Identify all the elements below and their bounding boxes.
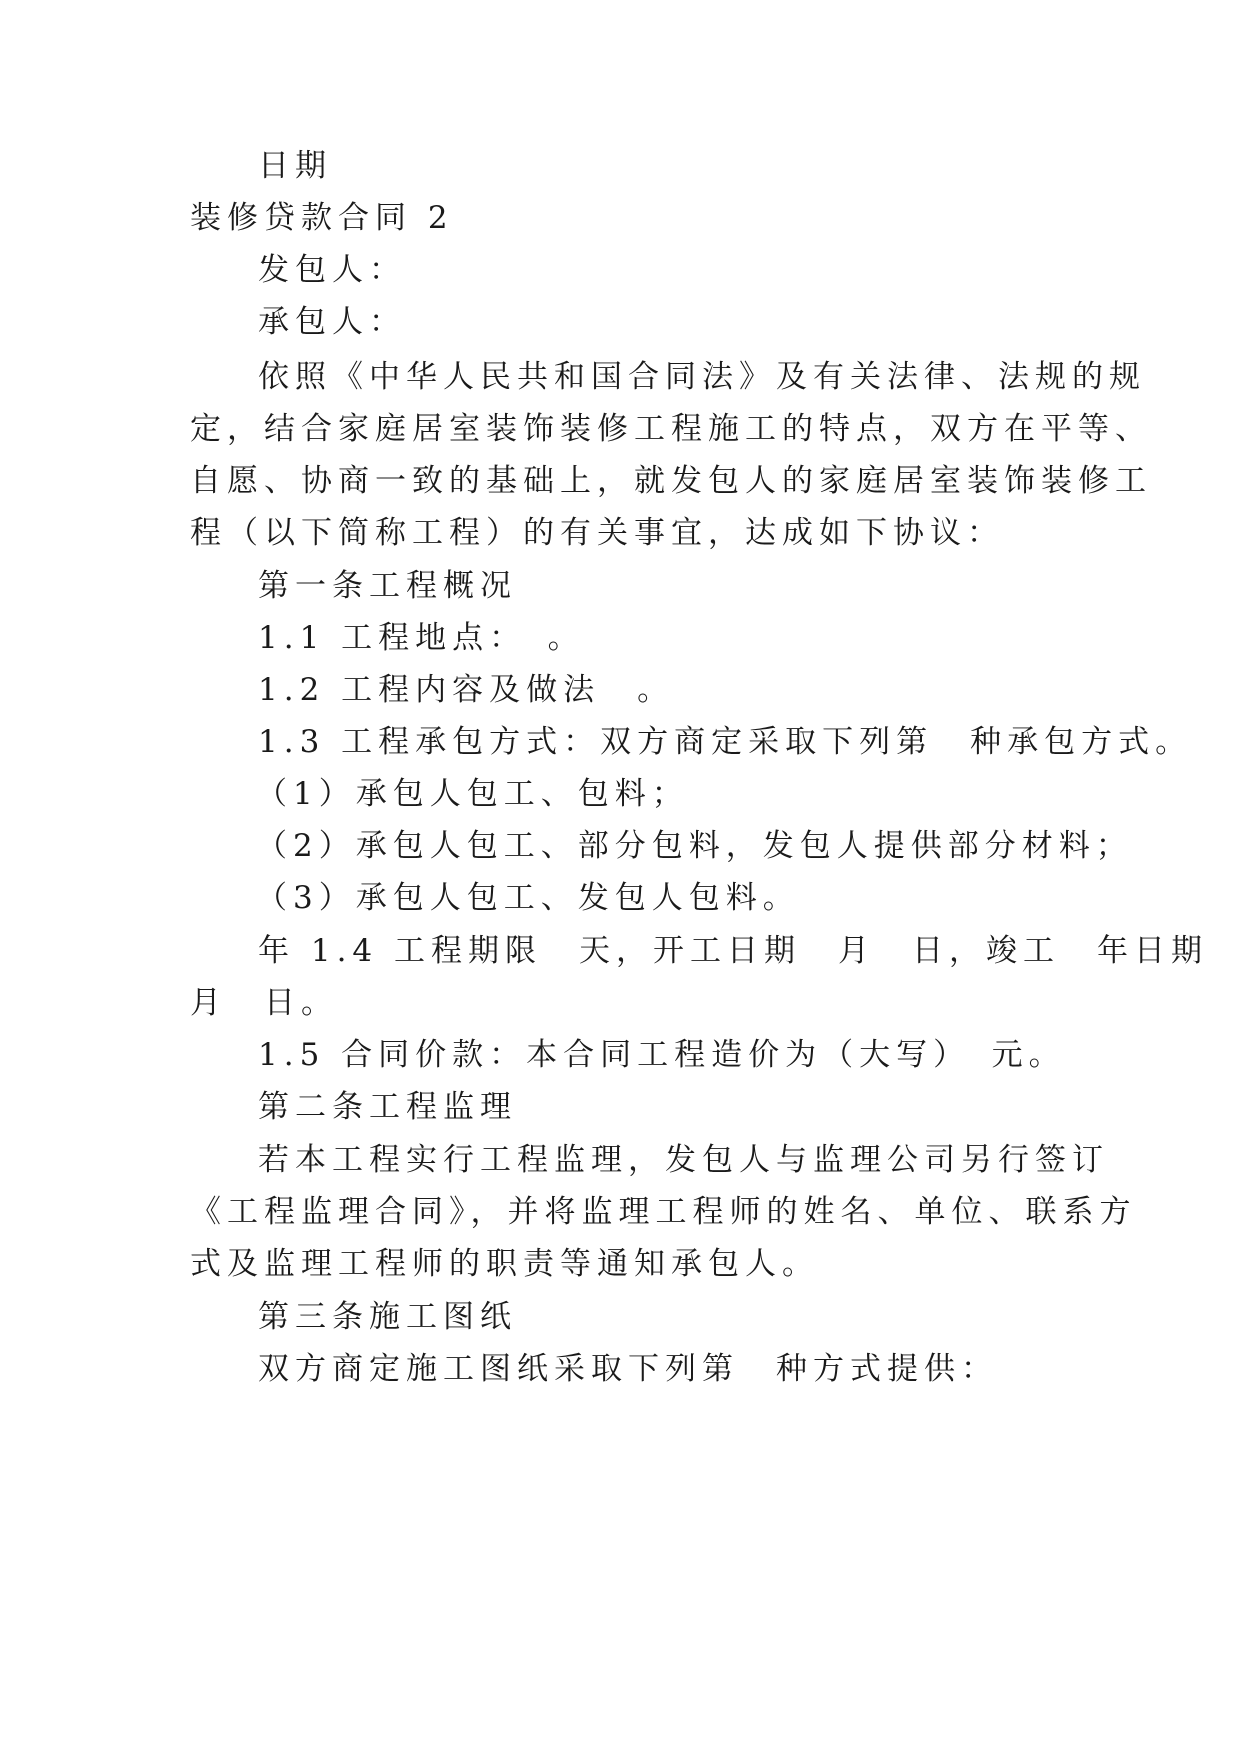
clause-1-5: 1.5 合同价款：本合同工程造价为（大写） 元。: [258, 1037, 1066, 1073]
article-2-heading: 第二条工程监理: [258, 1089, 517, 1125]
option-1: （1）承包人包工、包料；: [256, 776, 689, 812]
contract-title: 装修贷款合同 2: [190, 200, 454, 236]
article-3-line-1: 双方商定施工图纸采取下列第 种方式提供：: [258, 1351, 998, 1387]
article-2-line-3: 式及监理工程师的职责等通知承包人。: [190, 1246, 819, 1282]
contractor-field: 承包人：: [258, 304, 406, 340]
preamble-line-4: 程（以下简称工程）的有关事宜，达成如下协议：: [190, 515, 1004, 551]
option-2: （2）承包人包工、部分包料，发包人提供部分材料；: [256, 828, 1133, 864]
clause-1-2: 1.2 工程内容及做法 。: [258, 672, 675, 708]
preamble-line-1: 依照《中华人民共和国合同法》及有关法律、法规的规: [258, 359, 1146, 395]
article-3-heading: 第三条施工图纸: [258, 1299, 517, 1335]
clause-1-4-line-1: 年 1.4 工程期限 天，开工日期 月 日，竣工 年日期: [258, 933, 1209, 969]
clause-1-1: 1.1 工程地点： 。: [258, 620, 585, 656]
article-1-heading: 第一条工程概况: [258, 568, 517, 604]
employer-field: 发包人：: [258, 252, 406, 288]
preamble-line-3: 自愿、协商一致的基础上，就发包人的家庭居室装饰装修工: [190, 463, 1152, 499]
date-label: 日期: [258, 148, 332, 184]
clause-1-3: 1.3 工程承包方式：双方商定采取下列第 种承包方式。: [258, 724, 1193, 760]
article-2-line-2: 《工程监理合同》，并将监理工程师的姓名、单位、联系方: [190, 1194, 1137, 1230]
article-2-line-1: 若本工程实行工程监理，发包人与监理公司另行签订: [258, 1142, 1109, 1178]
option-3: （3）承包人包工、发包人包料。: [256, 880, 800, 916]
clause-1-4-line-2: 月 日。: [190, 985, 338, 1021]
preamble-line-2: 定，结合家庭居室装饰装修工程施工的特点，双方在平等、: [190, 411, 1152, 447]
